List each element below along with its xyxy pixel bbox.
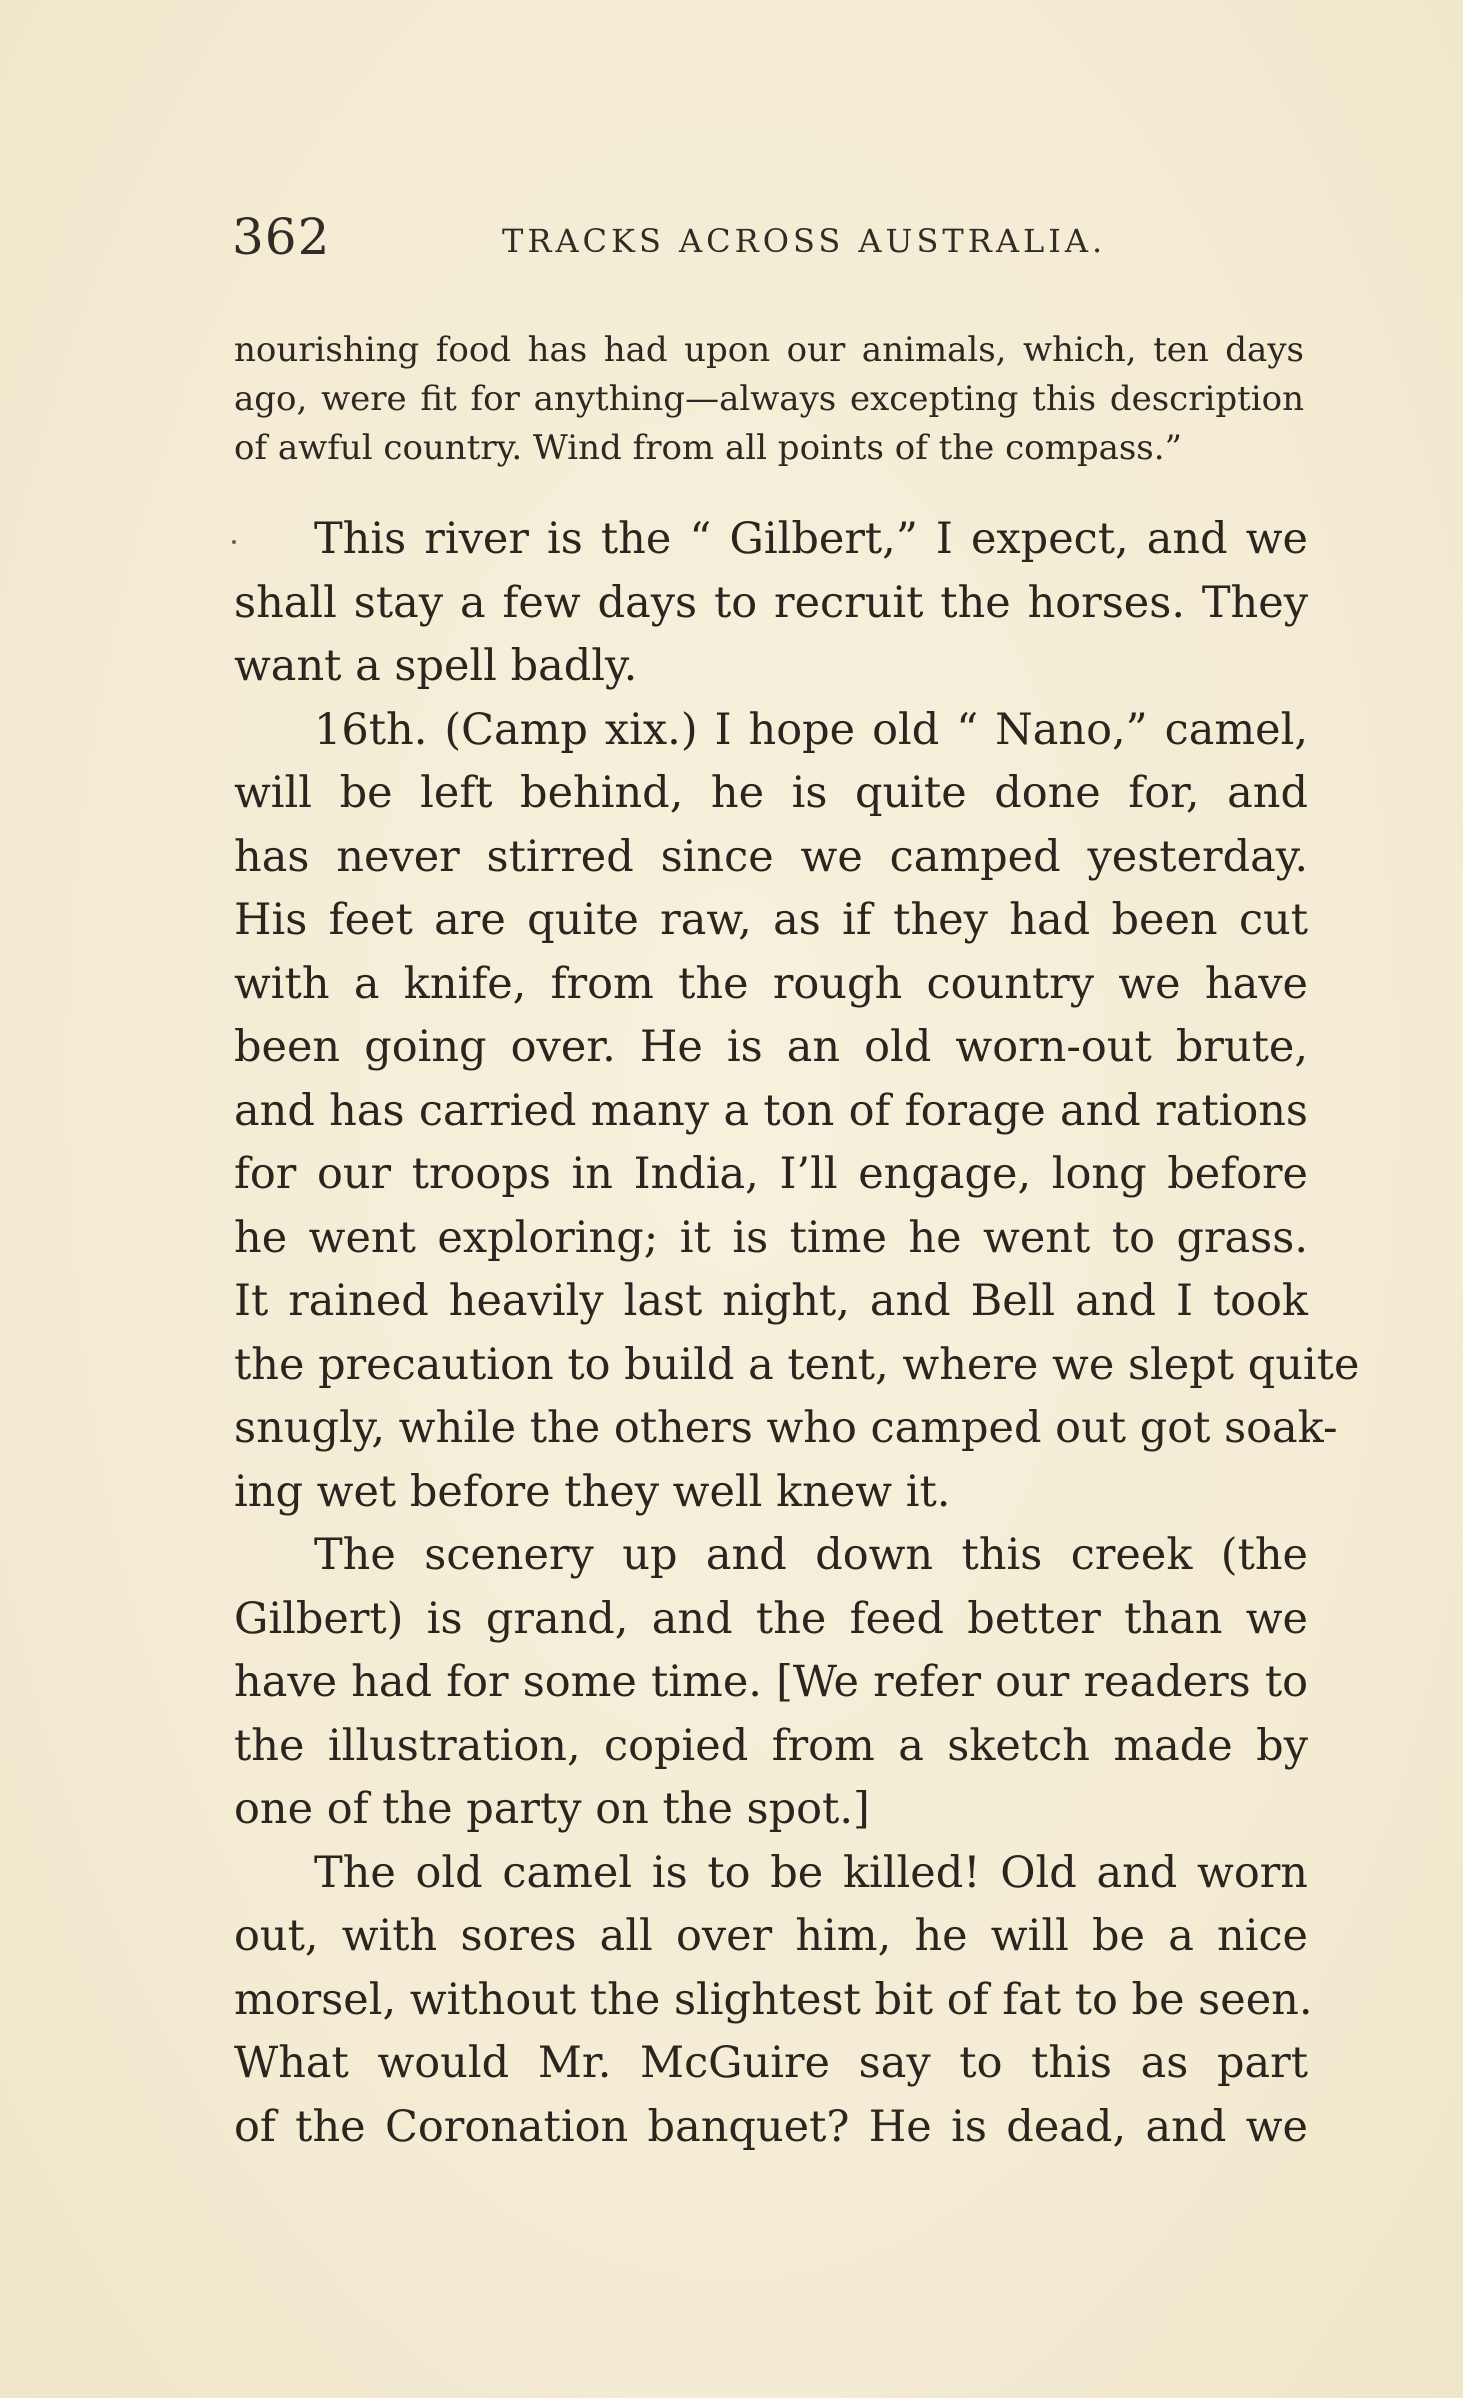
text-line: It rained heavily last night, and Bell and I took [234, 1276, 1308, 1326]
text-line: he went exploring; it is time he went to grass. [234, 1212, 1308, 1263]
text-line: the illustration, copied from a sketch made by [234, 1720, 1308, 1771]
text-line: the precaution to build a tent, where we slept quite [234, 1339, 1360, 1390]
text-line: for our troops in India, I’ll engage, long before [234, 1149, 1308, 1199]
text-line: 16th. (Camp xix.) I hope old “ Nano,” camel, [314, 704, 1308, 755]
text-line: Gilbert) is grand, and the feed better than we [234, 1593, 1308, 1644]
body-text [234, 508, 1360, 2159]
text-line: This river is the “ Gilbert,” I expect, and we [314, 514, 1308, 564]
text-line: shall stay a few days to recruit the horses. They [234, 577, 1308, 628]
text-line: will be left behind, he is quite done for, and [234, 768, 1308, 818]
text-line: want a spell badly. [234, 641, 638, 691]
text-line: has never stirred since we camped yesterday. [234, 831, 1308, 882]
text-line: and has carried many a ton of forage and rations [234, 1085, 1308, 1136]
text-line: What would Mr. McGuire say to this as part [234, 2038, 1308, 2088]
text-line: snugly, while the others who camped out got soak- [234, 1403, 1338, 1453]
quoted-diary-excerpt [234, 326, 1304, 473]
quote-line: of awful country. Wind from all points of the compass.” [234, 428, 1182, 468]
text-line: one of the party on the spot.] [234, 1784, 870, 1834]
text-line: The old camel is to be killed! Old and worn [314, 1847, 1308, 1898]
running-title: TRACKS ACROSS AUSTRALIA. [502, 222, 1107, 260]
text-line: out, with sores all over him, he will be a nice [234, 1911, 1308, 1961]
quote-line: ago, were fit for anything—always excepting this description [234, 379, 1304, 419]
text-line: been going over. He is an old worn-out brute, [234, 1022, 1308, 1072]
text-line: have had for some time. [We refer our readers to [234, 1657, 1308, 1707]
text-line: His feet are quite raw, as if they had been cut [234, 895, 1308, 945]
text-line: of the Coronation banquet? He is dead, and we [234, 2101, 1308, 2152]
quote-line: nourishing food has had upon our animals, which, ten days [234, 330, 1304, 370]
text-line: morsel, without the slightest bit of fat to be seen. [234, 1974, 1313, 2025]
page-number: 362 [232, 208, 331, 266]
running-head [232, 200, 1232, 270]
text-line: The scenery up and down this creek (the [314, 1530, 1308, 1580]
text-line: ing wet before they well knew it. [234, 1466, 951, 1517]
text-line: with a knife, from the rough country we have [234, 958, 1308, 1009]
